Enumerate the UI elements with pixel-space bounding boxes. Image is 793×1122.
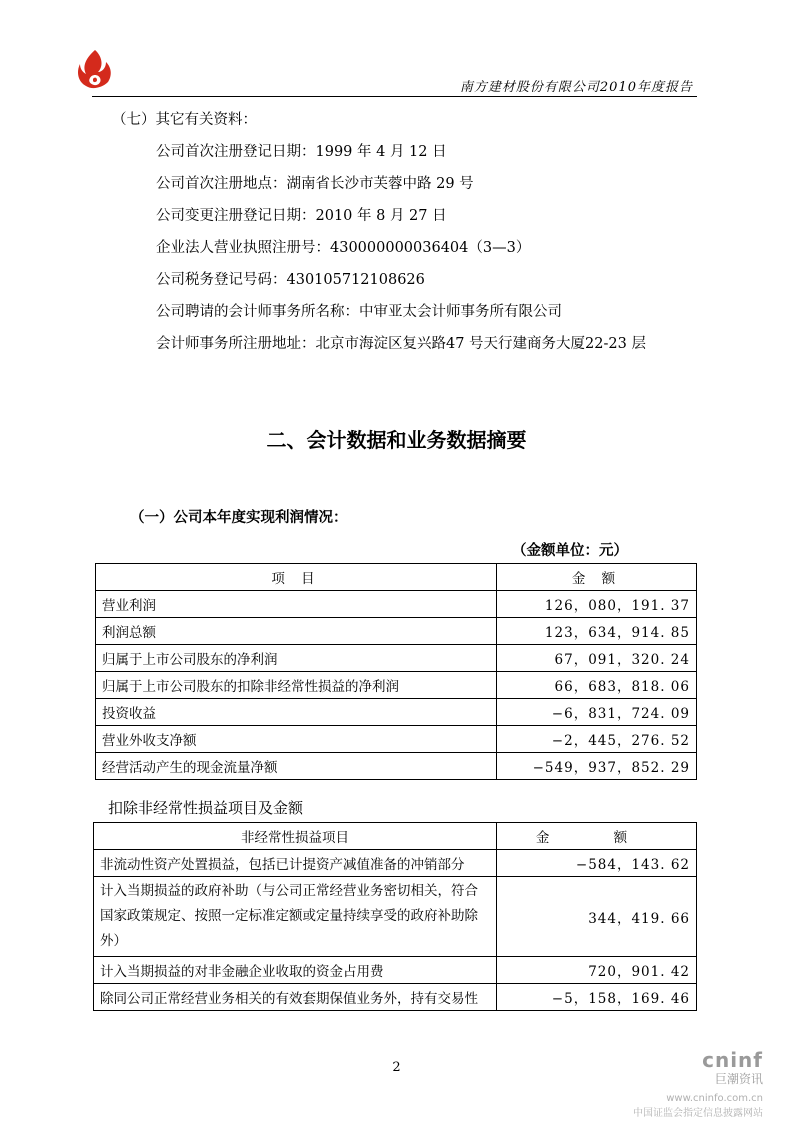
table-row (94, 957, 697, 984)
watermark-description: 中国证监会指定信息披露网站 (633, 1108, 763, 1119)
table-row (96, 618, 697, 645)
accounting-firm-name: 公司聘请的会计师事务所名称：中审亚太会计师事务所有限公司 (156, 304, 562, 320)
table-row (96, 699, 697, 726)
row-amount: 344，419. 66 (497, 877, 697, 957)
row-label: 利润总额 (96, 618, 497, 645)
amount-unit-label: （金额单位：元） (512, 543, 628, 559)
profit-table (95, 563, 697, 780)
row-amount: −5，158，169. 46 (497, 984, 697, 1011)
table-row (94, 850, 697, 877)
row-amount: −6，831，724. 09 (497, 699, 697, 726)
table-row (96, 726, 697, 753)
table-row (96, 591, 697, 618)
other-info-heading: （七）其它有关资料： (112, 112, 257, 128)
nonrecurring-table (93, 822, 697, 1011)
row-label: 归属于上市公司股东的净利润 (96, 645, 497, 672)
row-label: 归属于上市公司股东的扣除非经常性损益的净利润 (96, 672, 497, 699)
row-amount: 66，683，818. 06 (497, 672, 697, 699)
change-registration-date: 公司变更注册登记日期：2010 年 8 月 27 日 (156, 208, 447, 224)
table-row (96, 672, 697, 699)
row-label: 非流动性资产处置损益，包括已计提资产减值准备的冲销部分 (94, 850, 497, 877)
accounting-firm-address: 会计师事务所注册地址：北京市海淀区复兴路47 号天行建商务大厦22-23 层 (156, 336, 646, 352)
row-label: 经营活动产生的现金流量净额 (96, 753, 497, 780)
table-header-item: 非经常性损益项目 (94, 823, 497, 850)
company-logo-icon (76, 48, 114, 90)
row-label: 计入当期损益的对非金融企业收取的资金占用费 (94, 957, 497, 984)
nonrecurring-title: 扣除非经常性损益项目及金额 (108, 799, 304, 817)
table-row (94, 984, 697, 1011)
first-registration-place: 公司首次注册地点：湖南省长沙市芙蓉中路 29 号 (156, 176, 474, 192)
cninfo-watermark (613, 1048, 763, 1119)
row-amount: −549，937，852. 29 (497, 753, 697, 780)
row-amount: −2，445，276. 52 (497, 726, 697, 753)
table-header-item: 项 目 (96, 564, 497, 591)
row-amount: 123，634，914. 85 (497, 618, 697, 645)
subsection-title-profit: （一）公司本年度实现利润情况： (130, 510, 348, 526)
table-header-row (96, 564, 697, 591)
row-label: 投资收益 (96, 699, 497, 726)
watermark-brand: cninf (702, 1048, 763, 1072)
watermark-url: www.cninfo.com.cn (666, 1093, 763, 1104)
page-number: 2 (392, 1060, 401, 1075)
section-title-accounting-summary: 二、会计数据和业务数据摘要 (266, 428, 527, 452)
watermark-brand-cn: 巨潮资讯 (714, 1072, 763, 1086)
row-amount: −584，143. 62 (497, 850, 697, 877)
table-header-amount: 金 额 (497, 823, 697, 850)
tax-registration-number: 公司税务登记号码：430105712108626 (156, 272, 425, 288)
table-row (96, 753, 697, 780)
row-label: 营业外收支净额 (96, 726, 497, 753)
row-label: 营业利润 (96, 591, 497, 618)
row-amount: 126，080，191. 37 (497, 591, 697, 618)
row-label: 计入当期损益的政府补助（与公司正常经营业务密切相关，符合国家政策规定、按照一定标准定额或定量持续享受的政府补助除外） (94, 877, 497, 957)
first-registration-date: 公司首次注册登记日期：1999 年 4 月 12 日 (156, 144, 447, 160)
table-row (96, 645, 697, 672)
report-header-title: 南方建材股份有限公司2010年度报告 (459, 80, 693, 95)
row-label: 除同公司正常经营业务相关的有效套期保值业务外，持有交易性 (94, 984, 497, 1011)
table-header-row (94, 823, 697, 850)
header-divider (92, 96, 697, 97)
row-amount: 720，901. 42 (497, 957, 697, 984)
table-row (94, 877, 697, 957)
business-license-number: 企业法人营业执照注册号：430000000036404（3—3） (156, 240, 531, 256)
table-header-amount: 金 额 (497, 564, 697, 591)
row-amount: 67，091，320. 24 (497, 645, 697, 672)
